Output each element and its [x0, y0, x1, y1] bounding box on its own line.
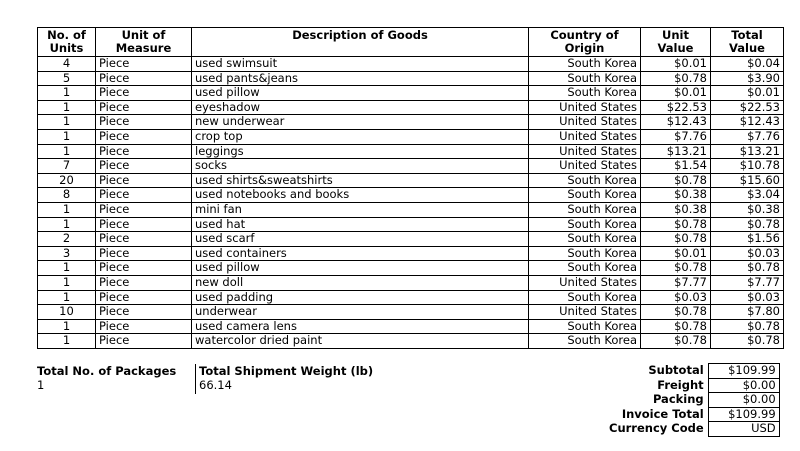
totals-body [606, 364, 779, 437]
table-row [38, 188, 784, 203]
cell-measure: Piece [96, 275, 192, 290]
cell-description: used pants&jeans [192, 71, 529, 86]
cell-unit-value: $22.53 [641, 100, 711, 115]
cell-description: leggings [192, 144, 529, 159]
cell-total-value: $0.01 [711, 86, 784, 101]
header-units: No. of Units [38, 28, 96, 57]
cell-description: used pillow [192, 86, 529, 101]
cell-description: crop top [192, 129, 529, 144]
cell-description: underwear [192, 305, 529, 320]
cell-total-value: $0.78 [711, 261, 784, 276]
cell-measure: Piece [96, 71, 192, 86]
cell-total-value: $0.04 [711, 57, 784, 72]
table-row [38, 305, 784, 320]
cell-measure: Piece [96, 246, 192, 261]
totals-row [606, 407, 779, 422]
cell-units: 1 [38, 217, 96, 232]
cell-description: socks [192, 159, 529, 174]
cell-total-value: $15.60 [711, 173, 784, 188]
cell-units: 1 [38, 129, 96, 144]
cell-total-value: $10.78 [711, 159, 784, 174]
table-row [38, 173, 784, 188]
cell-unit-value: $0.03 [641, 290, 711, 305]
cell-units: 1 [38, 319, 96, 334]
cell-unit-value: $0.78 [641, 261, 711, 276]
cell-total-value: $3.90 [711, 71, 784, 86]
cell-total-value: $0.03 [711, 246, 784, 261]
header-measure: Unit of Measure [96, 28, 192, 57]
header-unit-value: Unit Value [641, 28, 711, 57]
table-row [38, 144, 784, 159]
cell-unit-value: $0.78 [641, 334, 711, 349]
cell-unit-value: $0.01 [641, 246, 711, 261]
cell-country: South Korea [529, 188, 641, 203]
table-row [38, 232, 784, 247]
totals-value: $0.00 [708, 393, 779, 408]
cell-units: 1 [38, 144, 96, 159]
cell-unit-value: $13.21 [641, 144, 711, 159]
table-row [38, 57, 784, 72]
cell-total-value: $0.78 [711, 319, 784, 334]
cell-country: United States [529, 100, 641, 115]
totals-table [606, 363, 780, 437]
totals-row [606, 393, 779, 408]
totals-value: $0.00 [708, 378, 779, 393]
cell-country: South Korea [529, 246, 641, 261]
table-row [38, 100, 784, 115]
cell-description: mini fan [192, 202, 529, 217]
cell-units: 1 [38, 334, 96, 349]
cell-country: South Korea [529, 232, 641, 247]
cell-description: used shirts&sweatshirts [192, 173, 529, 188]
cell-country: South Korea [529, 217, 641, 232]
cell-total-value: $0.78 [711, 217, 784, 232]
cell-total-value: $12.43 [711, 115, 784, 130]
cell-measure: Piece [96, 217, 192, 232]
cell-total-value: $22.53 [711, 100, 784, 115]
cell-measure: Piece [96, 319, 192, 334]
cell-measure: Piece [96, 290, 192, 305]
cell-description: used hat [192, 217, 529, 232]
cell-country: South Korea [529, 261, 641, 276]
table-row [38, 129, 784, 144]
cell-units: 8 [38, 188, 96, 203]
table-row [38, 86, 784, 101]
table-row [38, 71, 784, 86]
table-row [38, 261, 784, 276]
totals-row [606, 378, 779, 393]
totals-value: $109.99 [708, 407, 779, 422]
packages-label: Total No. of Packages [37, 364, 177, 378]
cell-description: used camera lens [192, 319, 529, 334]
header-description: Description of Goods [192, 28, 529, 57]
cell-total-value: $13.21 [711, 144, 784, 159]
cell-description: used padding [192, 290, 529, 305]
goods-table [37, 27, 784, 349]
cell-description: used notebooks and books [192, 188, 529, 203]
packages-value: 1 [37, 378, 45, 392]
cell-total-value: $7.76 [711, 129, 784, 144]
cell-unit-value: $0.78 [641, 305, 711, 320]
totals-label: Packing [652, 392, 704, 406]
cell-description: used containers [192, 246, 529, 261]
cell-description: used pillow [192, 261, 529, 276]
cell-total-value: $0.78 [711, 334, 784, 349]
cell-units: 1 [38, 202, 96, 217]
cell-total-value: $0.03 [711, 290, 784, 305]
table-row [38, 290, 784, 305]
cell-measure: Piece [96, 159, 192, 174]
cell-measure: Piece [96, 232, 192, 247]
cell-country: United States [529, 275, 641, 290]
cell-units: 5 [38, 71, 96, 86]
goods-header-row [38, 28, 784, 57]
cell-total-value: $3.04 [711, 188, 784, 203]
cell-measure: Piece [96, 188, 192, 203]
totals-label: Invoice Total [621, 406, 704, 421]
cell-measure: Piece [96, 261, 192, 276]
cell-country: United States [529, 144, 641, 159]
cell-country: South Korea [529, 334, 641, 349]
cell-unit-value: $0.78 [641, 217, 711, 232]
cell-units: 4 [38, 57, 96, 72]
weight-value: 66.14 [199, 378, 232, 392]
cell-units: 1 [38, 86, 96, 101]
cell-total-value: $7.77 [711, 275, 784, 290]
goods-body [38, 57, 784, 349]
table-row [38, 319, 784, 334]
cell-units: 20 [38, 173, 96, 188]
header-total-value: Total Value [711, 28, 784, 57]
cell-unit-value: $0.38 [641, 202, 711, 217]
totals-label: Subtotal [648, 363, 704, 377]
cell-units: 7 [38, 159, 96, 174]
table-row [38, 217, 784, 232]
cell-units: 1 [38, 290, 96, 305]
table-row [38, 334, 784, 349]
cell-unit-value: $0.01 [641, 57, 711, 72]
cell-unit-value: $1.54 [641, 159, 711, 174]
cell-units: 1 [38, 100, 96, 115]
cell-country: United States [529, 115, 641, 130]
totals-label: Freight [657, 377, 704, 392]
cell-units: 1 [38, 261, 96, 276]
cell-measure: Piece [96, 129, 192, 144]
cell-units: 2 [38, 232, 96, 247]
cell-unit-value: $0.01 [641, 86, 711, 101]
table-row [38, 202, 784, 217]
cell-measure: Piece [96, 57, 192, 72]
cell-country: South Korea [529, 202, 641, 217]
cell-country: South Korea [529, 86, 641, 101]
cell-description: used scarf [192, 232, 529, 247]
cell-units: 1 [38, 275, 96, 290]
cell-country: United States [529, 305, 641, 320]
cell-measure: Piece [96, 115, 192, 130]
cell-country: United States [529, 159, 641, 174]
totals-label: Currency Code [609, 421, 704, 435]
cell-unit-value: $0.38 [641, 188, 711, 203]
cell-unit-value: $0.78 [641, 232, 711, 247]
cell-country: South Korea [529, 290, 641, 305]
cell-unit-value: $0.78 [641, 71, 711, 86]
weight-block [195, 364, 373, 394]
cell-country: South Korea [529, 57, 641, 72]
cell-country: South Korea [529, 71, 641, 86]
cell-country: South Korea [529, 173, 641, 188]
cell-measure: Piece [96, 100, 192, 115]
header-country: Country of Origin [529, 28, 641, 57]
table-row [38, 159, 784, 174]
totals-row [606, 364, 779, 379]
totals-value: USD [708, 422, 779, 437]
cell-total-value: $7.80 [711, 305, 784, 320]
cell-unit-value: $12.43 [641, 115, 711, 130]
cell-measure: Piece [96, 173, 192, 188]
cell-measure: Piece [96, 86, 192, 101]
cell-total-value: $1.56 [711, 232, 784, 247]
cell-description: new doll [192, 275, 529, 290]
table-row [38, 115, 784, 130]
cell-units: 10 [38, 305, 96, 320]
cell-description: watercolor dried paint [192, 334, 529, 349]
cell-unit-value: $7.77 [641, 275, 711, 290]
table-row [38, 246, 784, 261]
cell-unit-value: $7.76 [641, 129, 711, 144]
cell-units: 1 [38, 115, 96, 130]
cell-measure: Piece [96, 144, 192, 159]
cell-country: South Korea [529, 319, 641, 334]
weight-label: Total Shipment Weight (lb) [199, 364, 374, 378]
cell-total-value: $0.38 [711, 202, 784, 217]
cell-unit-value: $0.78 [641, 173, 711, 188]
totals-value: $109.99 [708, 364, 779, 379]
cell-measure: Piece [96, 334, 192, 349]
cell-description: new underwear [192, 115, 529, 130]
cell-units: 3 [38, 246, 96, 261]
cell-unit-value: $0.78 [641, 319, 711, 334]
cell-measure: Piece [96, 202, 192, 217]
cell-measure: Piece [96, 305, 192, 320]
table-row [38, 275, 784, 290]
totals-row [606, 422, 779, 437]
cell-country: United States [529, 129, 641, 144]
cell-description: used swimsuit [192, 57, 529, 72]
cell-description: eyeshadow [192, 100, 529, 115]
packages-block [37, 364, 176, 392]
